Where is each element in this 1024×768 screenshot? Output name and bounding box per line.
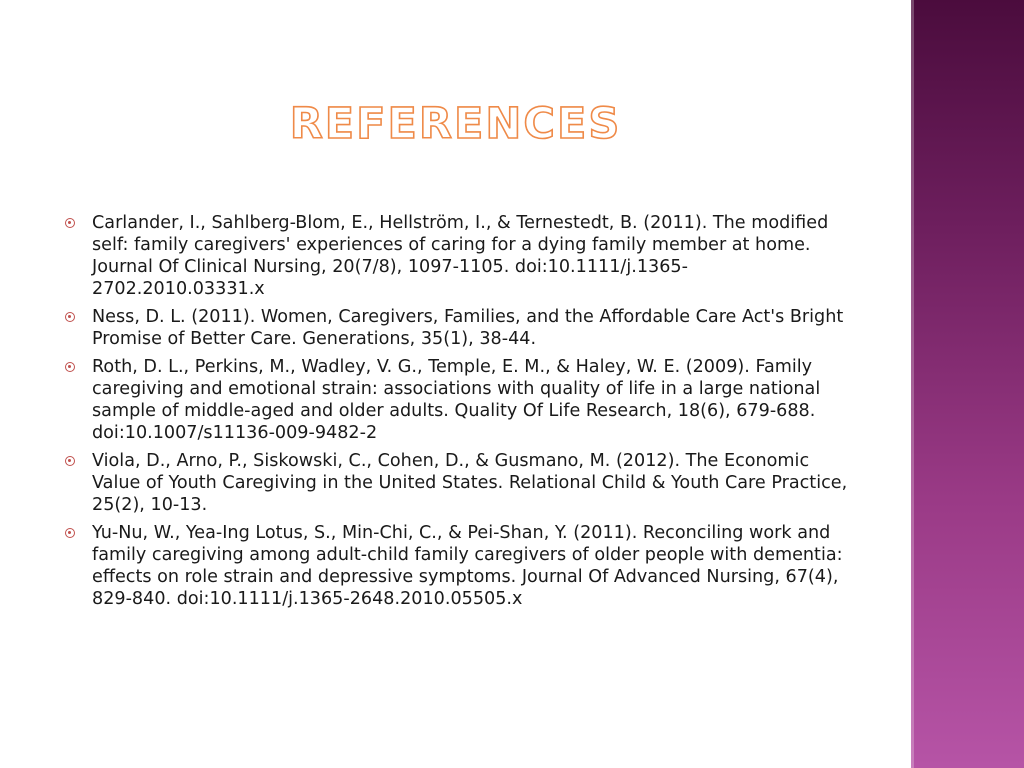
reference-item [60,450,860,516]
circle-bullet-icon [65,528,75,538]
circle-bullet-icon [65,218,75,228]
circle-bullet-icon [65,362,75,372]
reference-list [60,212,860,616]
decorative-side-panel [911,0,1024,768]
reference-item [60,356,860,444]
reference-item [60,306,860,350]
slide-title [0,99,911,149]
circle-bullet-icon [65,312,75,322]
slide-title-text: REFERENCES [289,99,622,149]
reference-text: Roth, D. L., Perkins, M., Wadley, V. G., Temple, E. M., & Haley, W. E. (2009). Family caregiving and emotional strain: associations with quality of life in a large national sample of middle-aged and older adults. Quality Of Life Research, 18(6), 679-688. doi:10.1007/s11136-009-9482-2 [92,357,821,443]
circle-bullet-icon [65,456,75,466]
reference-item [60,212,860,300]
reference-text: Viola, D., Arno, P., Siskowski, C., Cohen, D., & Gusmano, M. (2012). The Economic Value of Youth Caregiving in the United States. Relational Child & Youth Care Practice, 25(2), 10-13. [92,451,848,515]
reference-text: Ness, D. L. (2011). Women, Caregivers, Families, and the Affordable Care Act's Bright Promise of Better Care. Generations, 35(1), 38-44. [92,307,844,349]
reference-item [60,522,860,610]
reference-text: Yu-Nu, W., Yea-Ing Lotus, S., Min-Chi, C., & Pei-Shan, Y. (2011). Reconciling work and family caregiving among adult-child family caregivers of older people with dementia: effects on role strain and depressive symptoms. Journal Of Advanced Nursing, 67(4), 829-840. doi:10.1111/j.1365-2648.2010.05505.x [92,523,843,609]
reference-text: Carlander, I., Sahlberg-Blom, E., Hellström, I., & Ternestedt, B. (2011). The modified self: family caregivers' experiences of caring for a dying family member at home. Journal Of Clinical Nursing, 20(7/8), 1097-1105. doi:10.1111/j.1365-2702.2010.03331.x [92,213,829,299]
